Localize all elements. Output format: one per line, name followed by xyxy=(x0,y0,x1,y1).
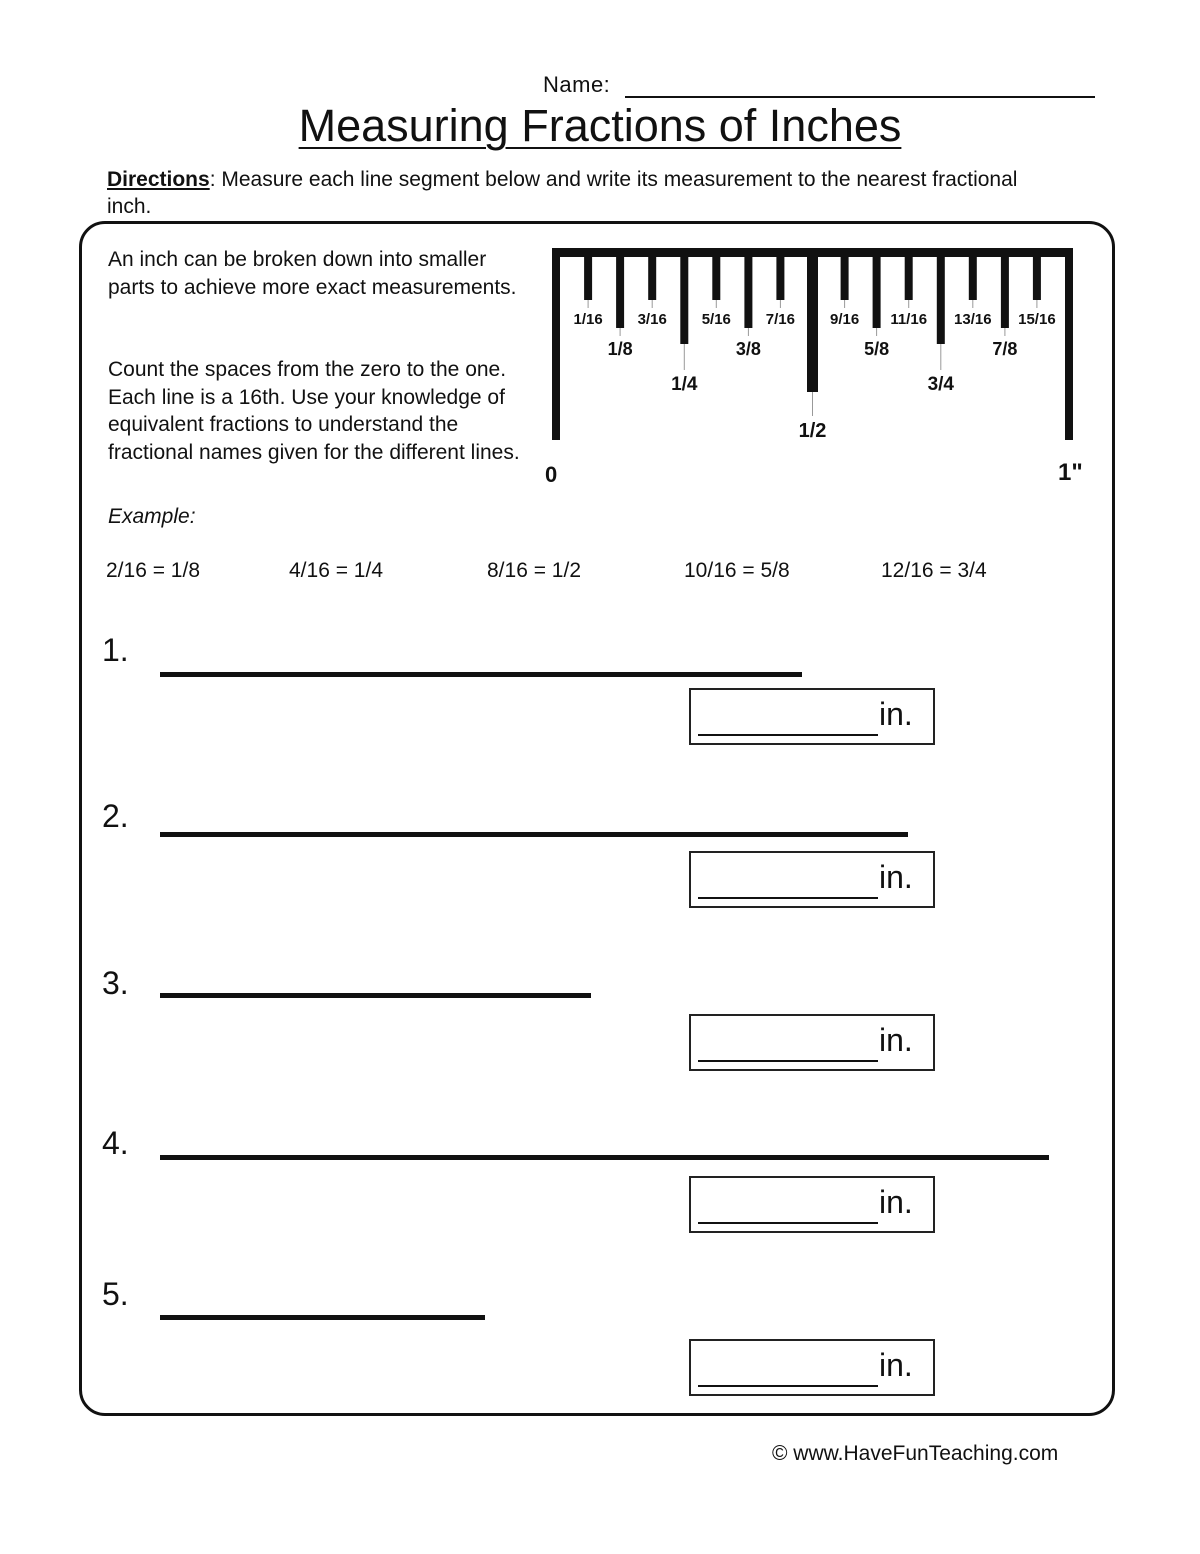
ruler-tick-label: 9/16 xyxy=(829,311,860,328)
measure-segment xyxy=(160,672,802,677)
measure-segment xyxy=(160,1155,1049,1160)
ruler-tick-label: 1/8 xyxy=(607,339,633,359)
ruler-tick-label: 1/16 xyxy=(573,311,603,328)
example-equivalence: 10/16 = 5/8 xyxy=(684,559,790,582)
answer-blank[interactable] xyxy=(698,1385,878,1387)
ruler-tick-label: 7/8 xyxy=(992,339,1018,359)
ruler-tick-label: 1/2 xyxy=(798,420,827,442)
answer-unit: in. xyxy=(879,696,913,732)
example-equivalence: 8/16 = 1/2 xyxy=(487,559,581,582)
answer-box[interactable] xyxy=(689,1014,935,1071)
answer-box[interactable] xyxy=(689,1339,935,1396)
answer-box[interactable] xyxy=(689,851,935,908)
question-number: 3. xyxy=(102,965,129,1001)
answer-box[interactable] xyxy=(689,1176,935,1233)
example-equivalence: 2/16 = 1/8 xyxy=(106,559,200,582)
ruler-tick-label: 15/16 xyxy=(1018,311,1056,328)
ruler-zero-label: 0 xyxy=(545,462,558,487)
answer-box[interactable] xyxy=(689,688,935,745)
ruler-tick-label: 7/16 xyxy=(765,311,796,328)
answer-blank[interactable] xyxy=(698,1060,878,1062)
answer-unit: in. xyxy=(879,1347,913,1383)
ruler-one-inch-label: 1" xyxy=(1058,459,1083,486)
ruler-tick-label: 3/16 xyxy=(637,311,667,328)
example-equivalence: 12/16 = 3/4 xyxy=(881,559,987,582)
answer-unit: in. xyxy=(879,1022,913,1058)
question-number: 1. xyxy=(102,632,129,668)
ruler-tick-label: 3/4 xyxy=(927,374,955,395)
directions-text: : Measure each line segment below and write its measurement to the nearest fractional inch. xyxy=(107,168,1018,218)
ruler-tick-label: 1/4 xyxy=(671,374,698,395)
ruler-tick-label: 5/8 xyxy=(864,339,890,359)
ruler-tick-label: 13/16 xyxy=(954,311,992,328)
measure-segment xyxy=(160,993,591,998)
ruler-tick-label: 5/16 xyxy=(701,311,731,328)
name-blank-line[interactable] xyxy=(625,96,1095,98)
directions xyxy=(107,166,1067,220)
ruler-tick-label: 11/16 xyxy=(890,311,928,328)
intro-paragraph-2: Count the spaces from the zero to the one. Each line is a 16th. Use your knowledge of equivalent fractions to understand the fractional names given for the different lines. xyxy=(108,358,520,464)
question-number: 5. xyxy=(102,1276,129,1312)
measure-segment xyxy=(160,1315,485,1320)
copyright-credit: © www.HaveFunTeaching.com xyxy=(772,1442,1059,1465)
example-label: Example: xyxy=(108,505,196,528)
page-title: Measuring Fractions of Inches xyxy=(298,100,902,151)
answer-unit: in. xyxy=(879,1184,913,1220)
answer-blank[interactable] xyxy=(698,897,878,899)
directions-label: Directions xyxy=(107,168,210,191)
question-number: 2. xyxy=(102,798,129,834)
answer-blank[interactable] xyxy=(698,734,878,736)
intro-paragraph-1: An inch can be broken down into smaller parts to achieve more exact measurements. xyxy=(108,248,517,299)
question-number: 4. xyxy=(102,1125,129,1161)
answer-blank[interactable] xyxy=(698,1222,878,1224)
measure-segment xyxy=(160,832,908,837)
name-label: Name: xyxy=(543,72,611,97)
answer-unit: in. xyxy=(879,859,913,895)
ruler-tick-label: 3/8 xyxy=(735,339,761,359)
example-equivalence: 4/16 = 1/4 xyxy=(289,559,383,582)
